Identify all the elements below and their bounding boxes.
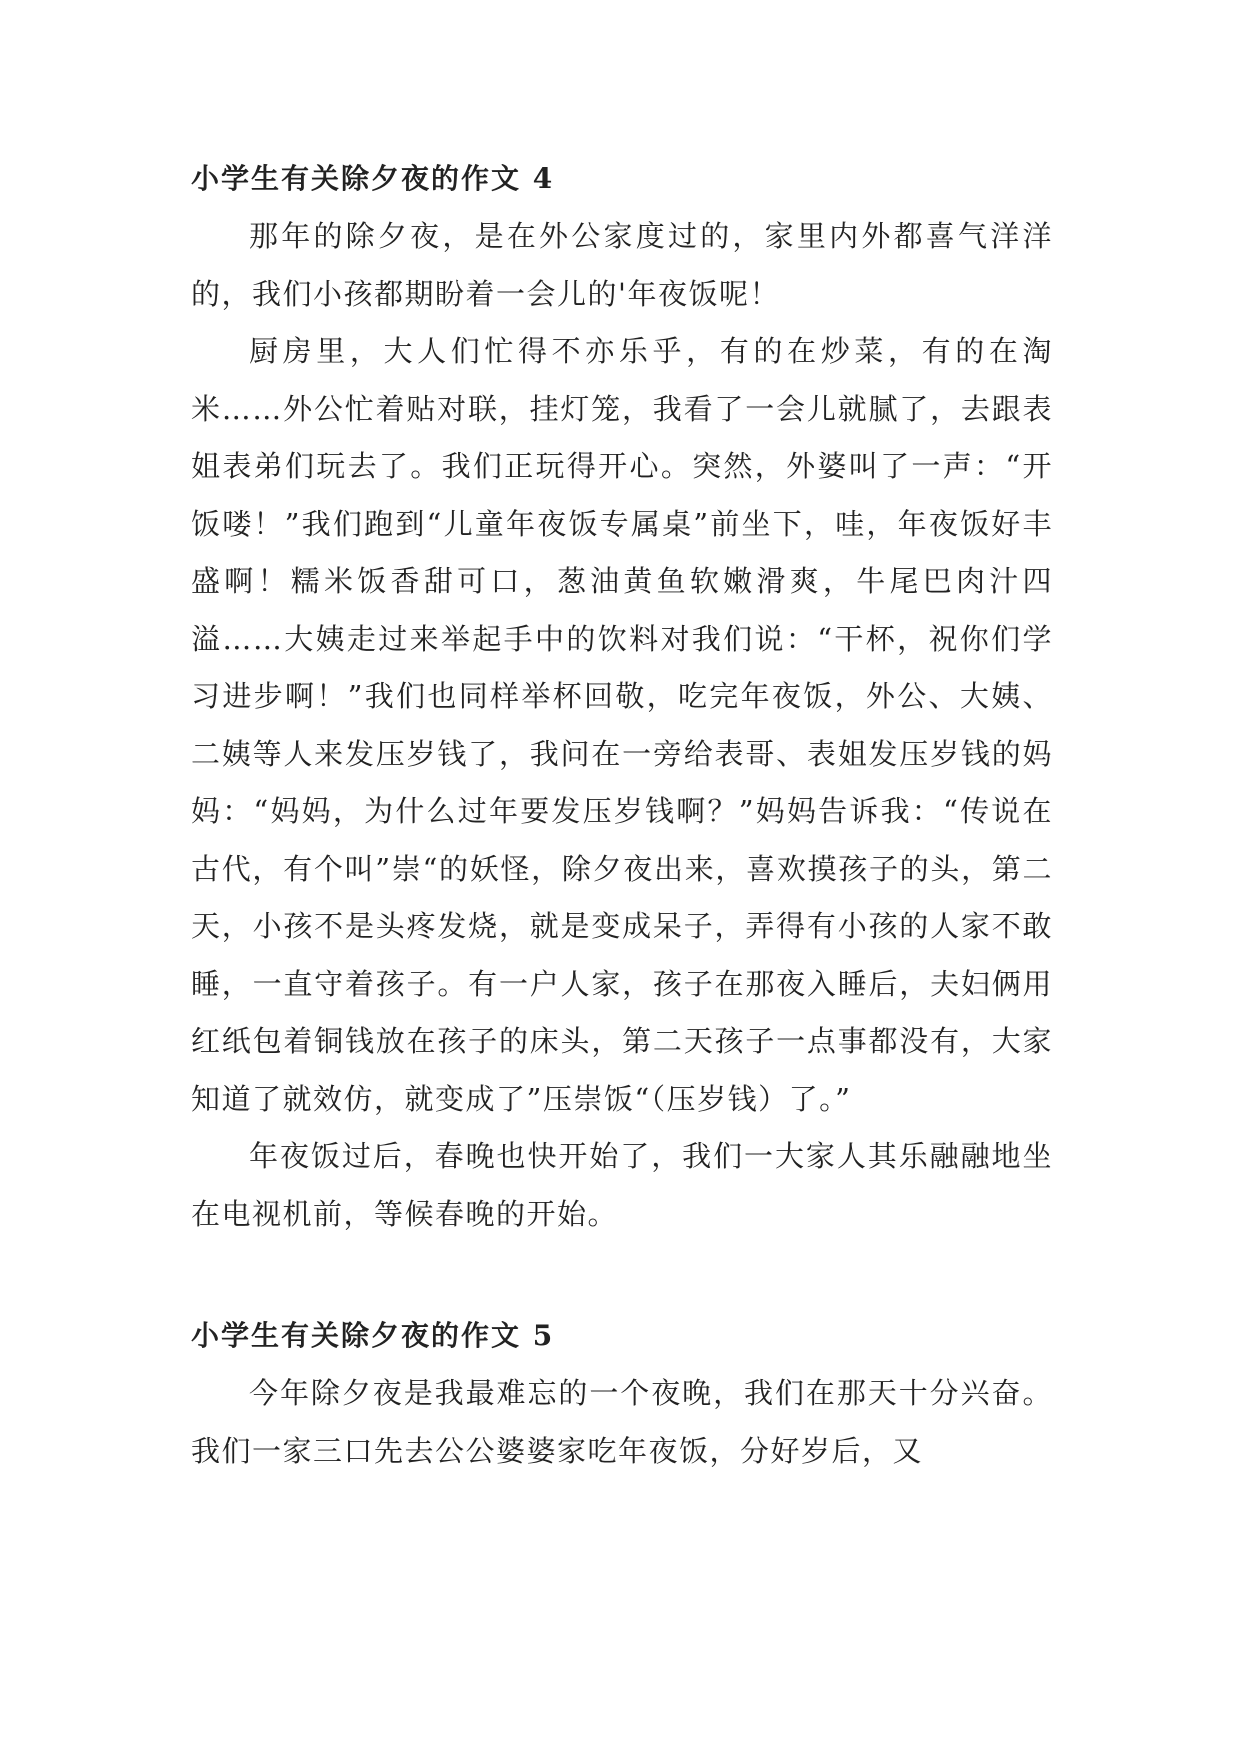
paragraph: 年夜饭过后，春晚也快开始了，我们一大家人其乐融融地坐在电视机前，等候春晚的开始。 — [191, 1139, 1053, 1231]
section-spacer — [191, 1243, 1053, 1307]
paragraph: 那年的除夕夜，是在外公家度过的，家里内外都喜气洋洋的，我们小孩都期盼着一会儿的'年夜饭呢！ — [191, 219, 1053, 311]
section-title-5: 小学生有关除夕夜的作文 5 — [191, 1319, 555, 1352]
paragraph: 今年除夕夜是我最难忘的一个夜晚，我们在那天十分兴奋。我们一家三口先去公公婆婆家吃年夜饭，分好岁后，又 — [191, 1376, 1053, 1468]
section-title-4: 小学生有关除夕夜的作文 4 — [191, 162, 555, 195]
document-page — [191, 150, 1053, 1480]
paragraph: 厨房里，大人们忙得不亦乐乎，有的在炒菜，有的在淘米……外公忙着贴对联，挂灯笼，我看了一会儿就腻了，去跟表姐表弟们玩去了。我们正玩得开心。突然，外婆叫了一声：“开饭喽！”我们跑到“儿童年夜饭专属桌”前坐下，哇，年夜饭好丰盛啊！糯米饭香甜可口，葱油黄鱼软嫩滑爽，牛尾巴肉汁四溢……大姨走过来举起手中的饮料对我们说：“干杯，祝你们学习进步啊！”我们也同样举杯回敬，吃完年夜饭，外公、大姨、二姨等人来发压岁钱了，我问在一旁给表哥、表姐发压岁钱的妈妈：“妈妈，为什么过年要发压岁钱啊？”妈妈告诉我：“传说在古代，有个叫”崇“的妖怪，除夕夜出来，喜欢摸孩子的头，第二天，小孩不是头疼发烧，就是变成呆子，弄得有小孩的人家不敢睡，一直守着孩子。有一户人家，孩子在那夜入睡后，夫妇俩用红纸包着铜钱放在孩子的床头，第二天孩子一点事都没有，大家知道了就效仿，就变成了”压崇饭“（压岁钱）了。” — [191, 334, 1053, 1116]
